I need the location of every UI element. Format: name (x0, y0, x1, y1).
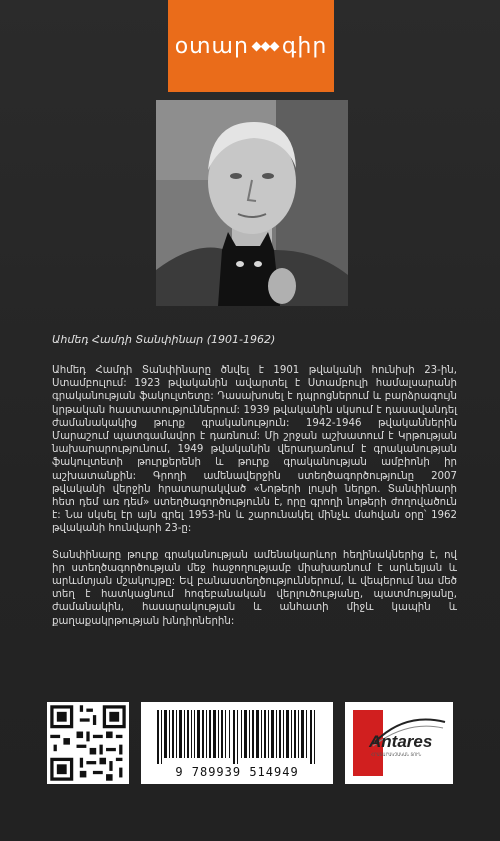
isbn-number: 9 789939 514949 (175, 765, 299, 779)
publisher-tagline: ՀՐԱՏԱՐԱԿՉԱԿԱՆ ՏՈՒՆ (371, 752, 422, 757)
isbn-barcode (141, 702, 333, 784)
publisher-logo (345, 702, 453, 784)
series-logo (168, 0, 334, 92)
series-name-right: գիր (281, 33, 328, 59)
bio-paragraph: Տանփինարը թուրք գրականության ամենակարևոր հեղինակներից է, ով իր ստեղծագործության մեջ հաջողությամբ միախառնում է արևելյան և արևմտյան մշակույթը: Եվ բանաստեղծություններում, և վեպերում նա մեծ տեղ է հատկացնում հոգեբանական վերլուծությանը, պատմությանը, ժամանակին, հասարակության և անհատի միջև կապին և քաղաքակրթության խնդիրներին: (52, 549, 457, 627)
diamond-dots-icon (253, 43, 278, 50)
series-name-left: օտար (174, 33, 249, 59)
photo-caption: Ահմեդ Համդի Տանփինար (1901-1962) (52, 333, 276, 346)
qr-code (47, 702, 129, 784)
bio-paragraph: Ահմեդ Համդի Տանփինարը ծնվել է 1901 թվականի հունիսի 23-ին, Ստամբուլում: 1923 թվականին ավարտել է Ստամբուլի համալսարանի գրականության ֆակուլտետը: Դասախոսել է դպրոցներում և բարձրագույն կրթական հաստատություններում: 1939 թվականին սկսում է դասավանդել ժամանակակից թուրք գրականություն: 1942-1946 թվականներին Մարաշում պատգամավոր է դառնում: Մի շրջան աշխատում է Կրթության նախարարությունում, 1949 թվականին վերադառնում է գրականության ֆակուլտետի թուրքերենի և թուրք գրականության ամբիոնի իր աշխատանքին: Գրողի ամենավերջին ստեղծագործությունը 2007 թվականի վերջին հրատարակված «Նոթերի լույսի ներքո. Տանփինարի հետ դեմ առ դեմ» ստեղծագործությունն է, որը գրողի նոթերի ժողովածուն է: Նա սկսել էր այն գրել 1953-ին և շարունակել մինչև մահվան օրը՝ 1962 թվականի հունվարի 23-ը: (52, 365, 457, 535)
author-biography (52, 364, 457, 628)
author-photo (156, 100, 348, 306)
publisher-name: Antares (369, 732, 433, 751)
